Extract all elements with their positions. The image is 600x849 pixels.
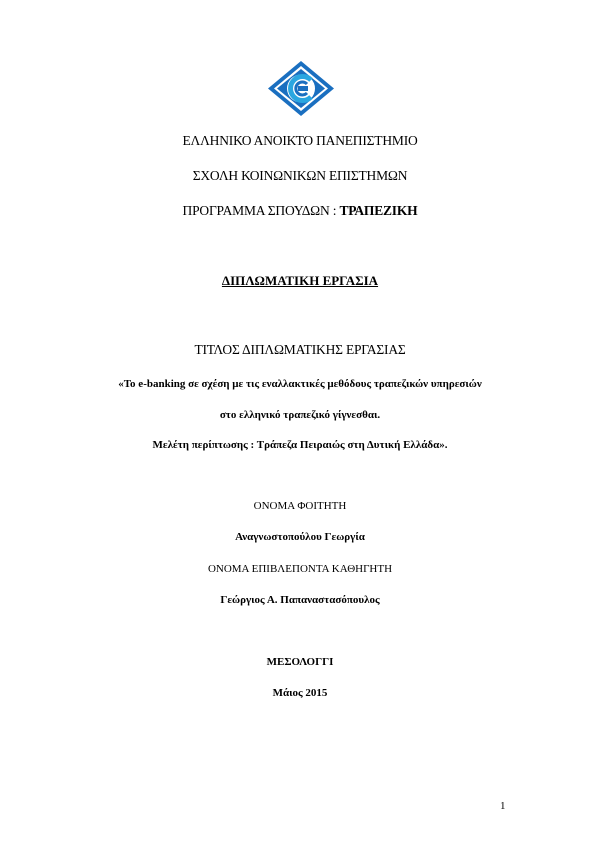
- document-type: ΔΙΠΛΩΜΑΤΙΚΗ ΕΡΓΑΣΙΑ: [221, 273, 379, 288]
- program-line: [0, 203, 600, 219]
- supervisor-name: Γεώργιος Α. Παπαναστασόπουλος: [220, 594, 380, 606]
- title-label: ΤΙΤΛΟΣ ΔΙΠΛΩΜΑΤΙΚΗΣ ΕΡΓΑΣΙΑΣ: [194, 342, 406, 357]
- thesis-title-line-1: «Το e-banking σε σχέση με τις εναλλακτικές μεθόδους τραπεζικών υπηρεσιών: [118, 378, 482, 390]
- supervisor-label: ΟΝΟΜΑ ΕΠΙΒΛΕΠΟΝΤΑ ΚΑΘΗΓΗΤΗ: [207, 563, 393, 575]
- page-number: 1: [500, 800, 506, 812]
- university-logo-icon: [267, 60, 335, 117]
- date: Μάιος 2015: [272, 687, 328, 699]
- program-label: ΠΡΟΓΡΑΜΜΑ ΣΠΟΥΔΩΝ :: [182, 203, 340, 218]
- university-name: ΕΛΛΗΝΙΚΟ ΑΝΟΙΚΤΟ ΠΑΝΕΠΙΣΤΗΜΙΟ: [182, 133, 418, 148]
- student-name: Αναγνωστοπούλου Γεωργία: [235, 531, 365, 543]
- school-name: ΣΧΟΛΗ ΚΟΙΝΩΝΙΚΩΝ ΕΠΙΣΤΗΜΩΝ: [192, 168, 408, 183]
- city: ΜΕΣΟΛΟΓΓΙ: [266, 656, 334, 668]
- student-label: ΟΝΟΜΑ ΦΟΙΤΗΤΗ: [253, 500, 347, 512]
- thesis-title-line-2: στο ελληνικό τραπεζικό γίγνεσθαι.: [219, 409, 381, 421]
- program-name: ΤΡΑΠΕΖΙΚΗ: [339, 203, 418, 218]
- thesis-title-line-3: Μελέτη περίπτωσης : Τράπεζα Πειραιώς στη Δυτική Ελλάδα».: [152, 439, 448, 451]
